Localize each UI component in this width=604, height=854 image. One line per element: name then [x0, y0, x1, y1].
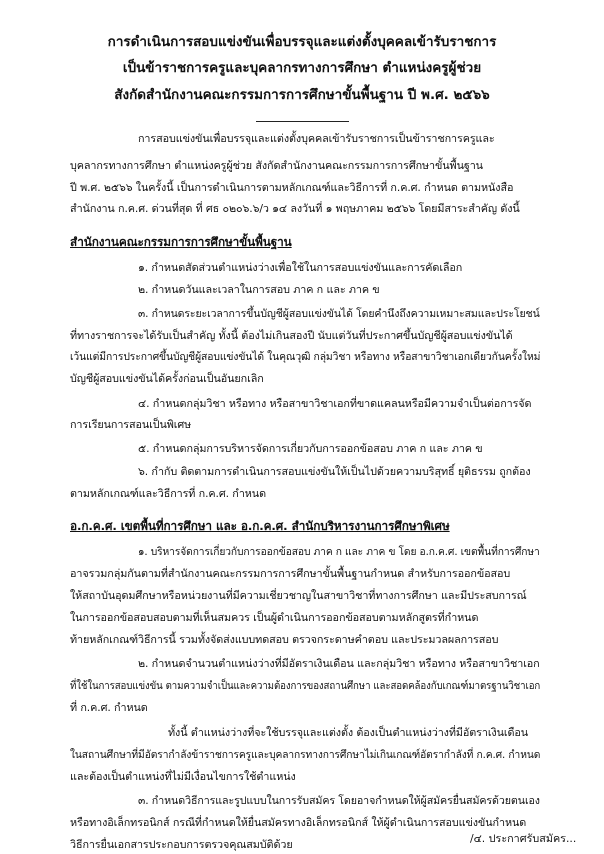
section-heading-akks: อ.ก.ค.ศ. เขตพื้นที่การศึกษา และ อ.ก.ค.ศ. สำนักบริหารงานการศึกษาพิเศษ	[70, 519, 450, 533]
intro-line: บุคลากรทางการศึกษา ตำแหน่งครูผู้ช่วย สังกัดสำนักงานคณะกรรมการการศึกษาขั้นพื้นฐาน	[70, 159, 483, 172]
page-footer-continuation: /๔. ประกาศรับสมัคร...	[470, 832, 577, 845]
section2-line: ๓. กำหนดวิธีการและรูปแบบในการรับสมัคร โดยอาจกำหนดให้ผู้สมัครยื่นสมัครด้วยตนเอง	[138, 794, 540, 807]
section1-line: ตามหลักเกณฑ์และวิธีการที่ ก.ค.ศ. กำหนด	[70, 487, 266, 500]
section2-line: ให้สถาบันอุดมศึกษาหรือหน่วยงานที่มีความเชี่ยวชาญในสาขาวิชาที่ทางการศึกษา และมีประสบการณ์	[70, 589, 527, 602]
document-title-line-3: สังกัดสำนักงานคณะกรรมการการศึกษาขั้นพื้นฐาน ปี พ.ศ. ๒๕๖๖	[114, 87, 490, 103]
intro-line: การสอบแข่งขันเพื่อบรรจุและแต่งตั้งบุคคลเข้ารับราชการเป็นข้าราชการครูและ	[138, 132, 495, 145]
section2-line: ที่ใช้ในการสอบแข่งขัน ตามความจำเป็นและความต้องการของสถานศึกษา และสอดคล้องกับเกณฑ์มาตรฐานวิชาเอก	[70, 679, 541, 692]
section2-line: ๒. กำหนดจำนวนตำแหน่งว่างที่มีอัตราเงินเดือน และกลุ่มวิชา หรือทาง หรือสาขาวิชาเอก	[138, 657, 540, 670]
section1-line: ๔. กำหนดกลุ่มวิชา หรือทาง หรือสาขาวิชาเอกที่ขาดแคลนหรือมีความจำเป็นต่อการจัด	[138, 397, 532, 410]
section2-line: ทั้งนี้ ตำแหน่งว่างที่จะใช้บรรจุและแต่งตั้ง ต้องเป็นตำแหน่งว่างที่มีอัตราเงินเดือน	[168, 726, 529, 739]
section2-line: ในสถานศึกษาที่มีอัตรากำลังข้าราชการครูและบุคลากรทางการศึกษาไม่เกินเกณฑ์อัตรากำลังที่ ก.ค.ศ. กำหนด	[70, 748, 541, 761]
title-divider	[256, 121, 349, 122]
document-title-line-1: การดำเนินการสอบแข่งขันเพื่อบรรจุและแต่งตั้งบุคคลเข้ารับราชการ	[107, 34, 497, 50]
section2-line: อาจรวมกลุ่มกันตามที่สำนักงานคณะกรรมการการศึกษาขั้นพื้นฐานกำหนด สำหรับการออกข้อสอบ	[70, 567, 511, 580]
document-title-line-2: เป็นข้าราชการครูและบุคลากรทางการศึกษา ตำแหน่งครูผู้ช่วย	[122, 60, 482, 76]
section1-line: เว้นแต่มีการประกาศขึ้นบัญชีผู้สอบแข่งขันได้ ในคุณวุฒิ กลุ่มวิชา หรือทาง หรือสาขาวิชาเอกเดียวกันครั้งใหม่	[70, 350, 541, 363]
section1-line: ๕. กำหนดกลุ่มการบริหารจัดการเกี่ยวกับการออกข้อสอบ ภาค ก และ ภาค ข	[138, 442, 483, 455]
section-heading-obec: สำนักงานคณะกรรมการการศึกษาขั้นพื้นฐาน	[70, 235, 292, 249]
section2-line: วิธีการยื่นเอกสารประกอบการตรวจคุณสมบัติด้วย	[70, 838, 293, 851]
section2-line: ท้ายหลักเกณฑ์วิธีการนี้ รวมทั้งจัดส่งแบบทดสอบ ตรวจกระดาษคำตอบ และประมวลผลการสอบ	[70, 633, 499, 646]
section1-line: ๓. กำหนดระยะเวลาการขึ้นบัญชีผู้สอบแข่งขันได้ โดยคำนึงถึงความเหมาะสมและประโยชน์	[138, 307, 540, 320]
intro-line: สำนักงาน ก.ค.ศ. ด่วนที่สุด ที่ ศธ ๐๒๐๖.๖/ว ๑๔ ลงวันที่ ๑ พฤษภาคม ๒๕๖๖ โดยมีสาระสำคัญ ดังนี้	[70, 202, 520, 215]
section1-line: บัญชีผู้สอบแข่งขันได้ครั้งก่อนเป็นอันยกเลิก	[70, 372, 264, 385]
intro-line: ปี พ.ศ. ๒๕๖๖ ในครั้งนี้ เป็นการดำเนินการตามหลักเกณฑ์และวิธีการที่ ก.ค.ศ. กำหนด ตามหนังสือ	[70, 181, 514, 194]
section2-line: ๑. บริหารจัดการเกี่ยวกับการออกข้อสอบ ภาค ก และ ภาค ข โดย อ.ก.ค.ศ. เขตพื้นที่การศึกษา	[138, 545, 540, 558]
section1-line: การเรียนการสอนเป็นพิเศษ	[70, 418, 192, 431]
section1-line: ๖. กำกับ ติดตามการดำเนินการสอบแข่งขันให้เป็นไปด้วยความบริสุทธิ์ ยุติธรรม ถูกต้อง	[138, 465, 531, 478]
section1-line: ๒. กำหนดวันและเวลาในการสอบ ภาค ก และ ภาค ข	[138, 283, 380, 296]
section1-line: ที่ทางราชการจะได้รับเป็นสำคัญ ทั้งนี้ ต้องไม่เกินสองปี นับแต่วันที่ประกาศขึ้นบัญชีผู้สอบแข่งขันได้	[70, 329, 513, 342]
section2-line: และต้องเป็นตำแหน่งที่ไม่มีเงื่อนไขการใช้ตำแหน่ง	[70, 770, 296, 783]
section1-line: ๑. กำหนดสัดส่วนตำแหน่งว่างเพื่อใช้ในการสอบแข่งขันและการคัดเลือก	[138, 261, 463, 274]
section2-line: หรือทางอิเล็กทรอนิกส์ กรณีที่กำหนดให้ยื่นสมัครทางอิเล็กทรอนิกส์ ให้ผู้ดำเนินการสอบแข่งขันกำหนด	[70, 816, 527, 829]
section2-line: ที่ ก.ค.ศ. กำหนด	[70, 701, 148, 714]
section2-line: ในการออกข้อสอบสอบตามที่เห็นสมควร เป็นผู้ดำเนินการออกข้อสอบตามหลักสูตรที่กำหนด	[70, 611, 479, 624]
